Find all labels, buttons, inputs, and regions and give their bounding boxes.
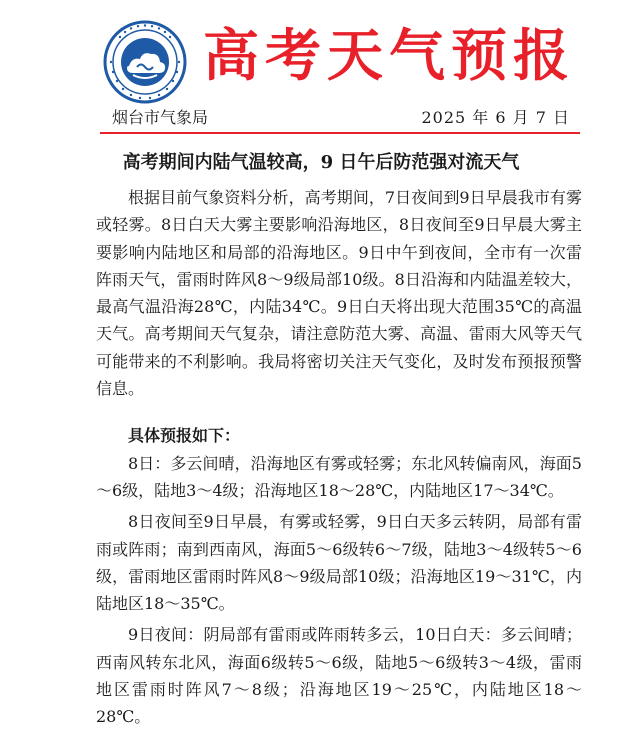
issue-date: 2025 年 6 月 7 日 [421, 108, 570, 127]
forecast-item: 9日夜间：阴局部有雷雨或阵雨转多云，10日白天：多云间晴；西南风转东北风，海面6级转5～6级，陆地5～6级转3～4级，雷雨地区雷雨时阵风7～8级；沿海地区19～25℃，内陆地区18～28℃。 [96, 625, 582, 727]
forecast-item: 8日夜间至9日早晨，有雾或轻雾，9日白天多云转阴，局部有雷雨或阵雨；南到西南风，海面5～6级转6～7级，陆地3～4级转5～6级，雷雨地区雷雨时阵风8～9级局部10级；沿海地区19～31℃，内陆地区18～35℃。 [96, 512, 582, 614]
forecast-subheading: 具体预报如下： [128, 426, 241, 446]
weather-service-logo [103, 20, 187, 104]
forecast-item: 8日：多云间晴，沿海地区有雾或轻雾；东北风转偏南风，海面5～6级，陆地3～4级；沿海地区18～28℃，内陆地区17～34℃。 [96, 453, 582, 500]
intro-paragraph: 根据目前气象资料分析，高考期间，7日夜间到9日早晨我市有雾或轻雾。8日白天大雾主要影响沿海地区，8日夜间至9日早晨大雾主要影响内陆地区和局部的沿海地区。9日中午到夜间，全市有一次雷阵雨天气，雷雨时阵风8～9级局部10级。8日沿海和内陆温差较大，最高气温沿海28℃，内陆34℃。9日白天将出现大范围35℃的高温天气。高考期间天气复杂，请注意防范大雾、高温、雷雨大风等天气可能带来的不利影响。我局将密切关注天气变化，及时发布预报预警信息。 [96, 188, 582, 399]
article-body [96, 184, 582, 731]
weather-service-emblem-icon [103, 20, 187, 104]
header-divider [100, 132, 580, 134]
page-title: 高考天气预报 [203, 23, 575, 89]
article-headline: 高考期间内陆气温较高，9 日午后防范强对流天气 [122, 152, 520, 173]
issuing-organization: 烟台市气象局 [112, 108, 209, 127]
